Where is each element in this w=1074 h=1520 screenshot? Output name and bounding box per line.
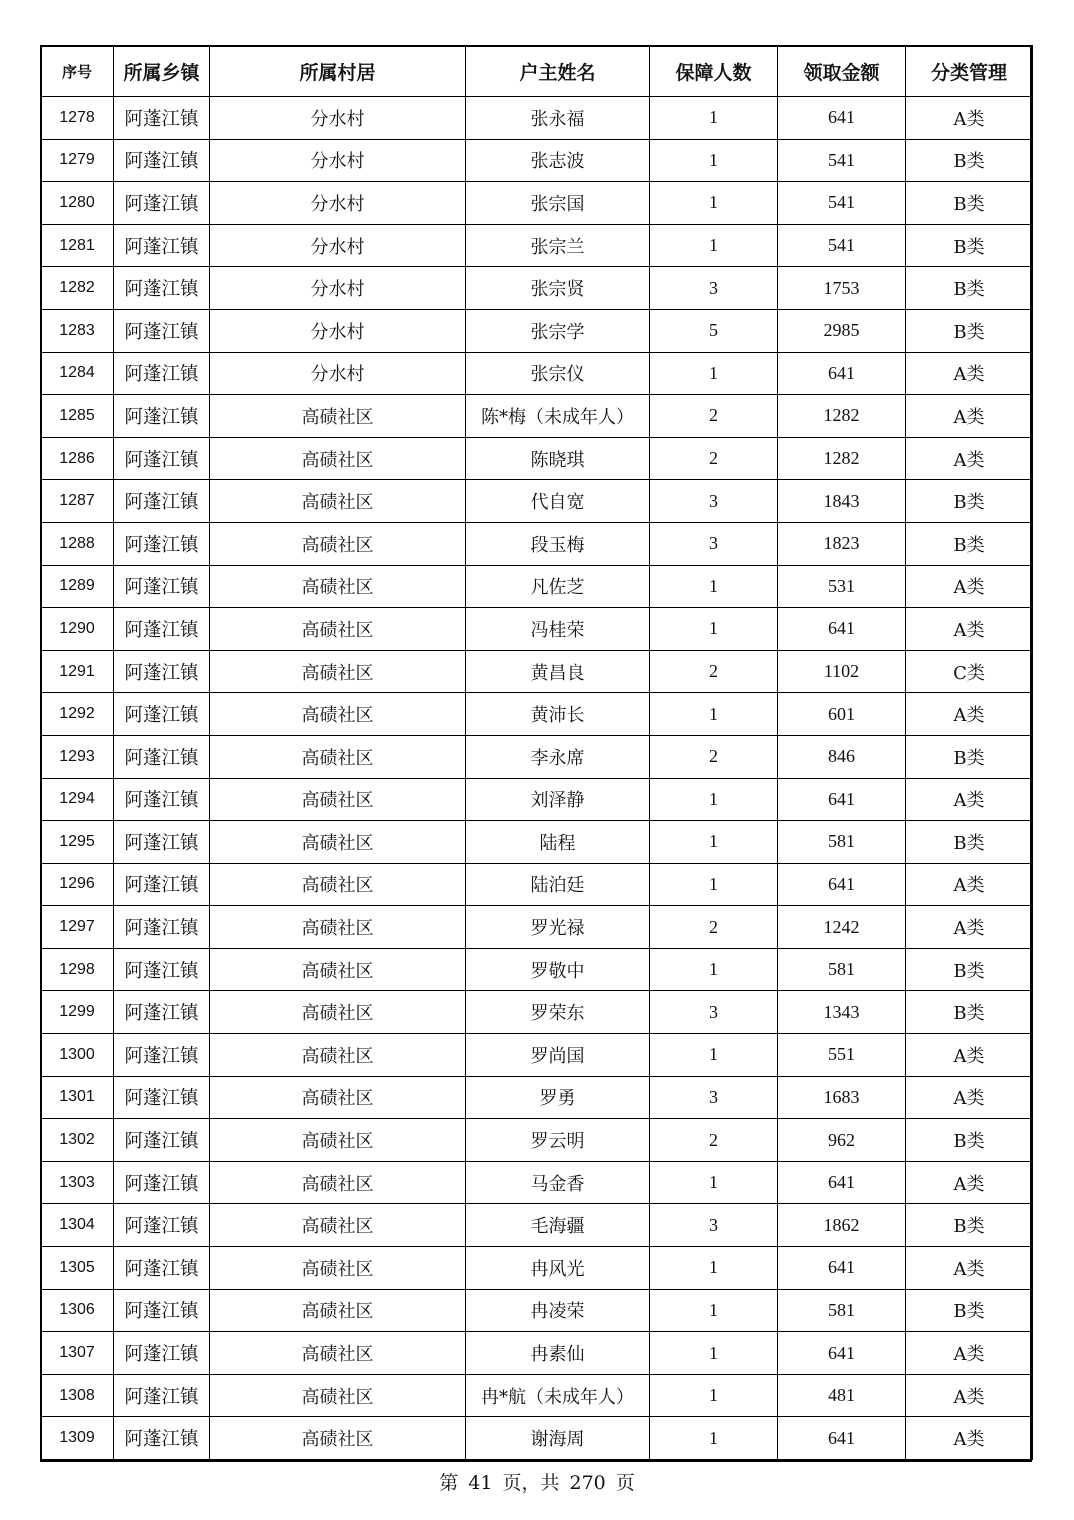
cell-amount: 1753 (778, 267, 906, 310)
cell-serial-number: 1279 (41, 139, 114, 182)
cell-amount: 641 (778, 863, 906, 906)
cell-township: 阿蓬江镇 (114, 1332, 210, 1375)
table-row (41, 1289, 1033, 1332)
cell-township: 阿蓬江镇 (114, 1289, 210, 1332)
cell-serial-number: 1302 (41, 1119, 114, 1162)
cell-category: B类 (906, 139, 1033, 182)
cell-village: 高碛社区 (210, 1374, 466, 1417)
cell-covered-persons: 1 (650, 1417, 778, 1460)
cell-township: 阿蓬江镇 (114, 1161, 210, 1204)
cell-township: 阿蓬江镇 (114, 608, 210, 651)
cell-amount: 541 (778, 139, 906, 182)
cell-serial-number: 1301 (41, 1076, 114, 1119)
cell-village: 高碛社区 (210, 565, 466, 608)
cell-category: A类 (906, 1417, 1033, 1460)
cell-village: 分水村 (210, 139, 466, 182)
header-serial-number: 序号 (41, 46, 114, 97)
cell-covered-persons: 1 (650, 693, 778, 736)
cell-village: 高碛社区 (210, 778, 466, 821)
header-covered-persons: 保障人数 (650, 46, 778, 97)
cell-serial-number: 1292 (41, 693, 114, 736)
cell-village: 高碛社区 (210, 693, 466, 736)
cell-covered-persons: 3 (650, 522, 778, 565)
cell-village: 高碛社区 (210, 948, 466, 991)
cell-amount: 1282 (778, 395, 906, 438)
cell-township: 阿蓬江镇 (114, 778, 210, 821)
table-row (41, 1417, 1033, 1460)
cell-serial-number: 1309 (41, 1417, 114, 1460)
cell-township: 阿蓬江镇 (114, 139, 210, 182)
cell-amount: 641 (778, 778, 906, 821)
cell-amount: 641 (778, 1332, 906, 1375)
cell-village: 高碛社区 (210, 1034, 466, 1077)
cell-covered-persons: 2 (650, 437, 778, 480)
cell-householder-name: 罗尚国 (466, 1034, 650, 1077)
cell-village: 高碛社区 (210, 991, 466, 1034)
cell-householder-name: 陈*梅（未成年人） (466, 395, 650, 438)
cell-category: A类 (906, 565, 1033, 608)
cell-amount: 641 (778, 1247, 906, 1290)
cell-householder-name: 罗光禄 (466, 906, 650, 949)
cell-township: 阿蓬江镇 (114, 480, 210, 523)
cell-householder-name: 冉*航（未成年人） (466, 1374, 650, 1417)
cell-township: 阿蓬江镇 (114, 863, 210, 906)
cell-village: 高碛社区 (210, 1247, 466, 1290)
cell-amount: 1843 (778, 480, 906, 523)
cell-amount: 2985 (778, 309, 906, 352)
cell-householder-name: 张宗贤 (466, 267, 650, 310)
table-row (41, 437, 1033, 480)
table-row (41, 1204, 1033, 1247)
assistance-table (40, 45, 1033, 1460)
cell-serial-number: 1307 (41, 1332, 114, 1375)
cell-serial-number: 1288 (41, 522, 114, 565)
cell-amount: 641 (778, 1161, 906, 1204)
cell-covered-persons: 1 (650, 948, 778, 991)
header-village: 所属村居 (210, 46, 466, 97)
table-row (41, 139, 1033, 182)
cell-covered-persons: 5 (650, 309, 778, 352)
cell-householder-name: 黄昌良 (466, 650, 650, 693)
cell-covered-persons: 2 (650, 650, 778, 693)
cell-amount: 641 (778, 1417, 906, 1460)
cell-township: 阿蓬江镇 (114, 906, 210, 949)
cell-village: 高碛社区 (210, 522, 466, 565)
cell-category: B类 (906, 1289, 1033, 1332)
cell-covered-persons: 1 (650, 565, 778, 608)
cell-serial-number: 1308 (41, 1374, 114, 1417)
cell-covered-persons: 3 (650, 1204, 778, 1247)
table-row (41, 182, 1033, 225)
cell-village: 高碛社区 (210, 1204, 466, 1247)
cell-householder-name: 陈晓琪 (466, 437, 650, 480)
cell-category: B类 (906, 224, 1033, 267)
cell-village: 高碛社区 (210, 1161, 466, 1204)
cell-covered-persons: 1 (650, 224, 778, 267)
cell-category: B类 (906, 522, 1033, 565)
cell-covered-persons: 1 (650, 182, 778, 225)
cell-householder-name: 张宗仪 (466, 352, 650, 395)
cell-serial-number: 1306 (41, 1289, 114, 1332)
cell-serial-number: 1305 (41, 1247, 114, 1290)
table-row (41, 693, 1033, 736)
table-row (41, 97, 1033, 140)
cell-category: B类 (906, 991, 1033, 1034)
table-row (41, 267, 1033, 310)
cell-amount: 581 (778, 948, 906, 991)
cell-amount: 846 (778, 735, 906, 778)
cell-category: A类 (906, 1034, 1033, 1077)
cell-village: 分水村 (210, 352, 466, 395)
table-row (41, 863, 1033, 906)
cell-category: B类 (906, 309, 1033, 352)
cell-householder-name: 冯桂荣 (466, 608, 650, 651)
cell-amount: 1862 (778, 1204, 906, 1247)
cell-amount: 1343 (778, 991, 906, 1034)
cell-covered-persons: 1 (650, 97, 778, 140)
table-body (41, 97, 1033, 1460)
cell-township: 阿蓬江镇 (114, 991, 210, 1034)
cell-householder-name: 张志波 (466, 139, 650, 182)
table-row (41, 522, 1033, 565)
cell-serial-number: 1286 (41, 437, 114, 480)
table-row (41, 480, 1033, 523)
cell-township: 阿蓬江镇 (114, 650, 210, 693)
cell-amount: 1242 (778, 906, 906, 949)
cell-serial-number: 1299 (41, 991, 114, 1034)
cell-covered-persons: 2 (650, 906, 778, 949)
cell-amount: 481 (778, 1374, 906, 1417)
cell-householder-name: 陆程 (466, 821, 650, 864)
cell-covered-persons: 1 (650, 608, 778, 651)
page-footer: 第 41 页，共 270 页 (439, 1472, 635, 1494)
cell-township: 阿蓬江镇 (114, 437, 210, 480)
cell-serial-number: 1294 (41, 778, 114, 821)
table-row (41, 821, 1033, 864)
cell-township: 阿蓬江镇 (114, 1076, 210, 1119)
cell-category: B类 (906, 1204, 1033, 1247)
cell-covered-persons: 3 (650, 1076, 778, 1119)
cell-covered-persons: 1 (650, 139, 778, 182)
table-row (41, 352, 1033, 395)
cell-village: 分水村 (210, 309, 466, 352)
cell-covered-persons: 2 (650, 1119, 778, 1162)
cell-serial-number: 1284 (41, 352, 114, 395)
cell-householder-name: 冉素仙 (466, 1332, 650, 1375)
cell-category: A类 (906, 863, 1033, 906)
cell-village: 高碛社区 (210, 1119, 466, 1162)
cell-amount: 541 (778, 182, 906, 225)
cell-householder-name: 毛海疆 (466, 1204, 650, 1247)
cell-category: A类 (906, 352, 1033, 395)
table-row (41, 1119, 1033, 1162)
cell-category: A类 (906, 693, 1033, 736)
cell-householder-name: 刘泽静 (466, 778, 650, 821)
cell-category: B类 (906, 1119, 1033, 1162)
cell-township: 阿蓬江镇 (114, 309, 210, 352)
cell-amount: 641 (778, 352, 906, 395)
cell-township: 阿蓬江镇 (114, 1374, 210, 1417)
cell-serial-number: 1297 (41, 906, 114, 949)
table-row (41, 395, 1033, 438)
cell-village: 高碛社区 (210, 650, 466, 693)
cell-covered-persons: 1 (650, 821, 778, 864)
cell-village: 高碛社区 (210, 821, 466, 864)
cell-amount: 1102 (778, 650, 906, 693)
cell-householder-name: 张宗学 (466, 309, 650, 352)
cell-householder-name: 凡佐芝 (466, 565, 650, 608)
table-row (41, 650, 1033, 693)
cell-serial-number: 1283 (41, 309, 114, 352)
cell-category: A类 (906, 1332, 1033, 1375)
cell-township: 阿蓬江镇 (114, 182, 210, 225)
cell-householder-name: 张宗国 (466, 182, 650, 225)
cell-serial-number: 1287 (41, 480, 114, 523)
cell-serial-number: 1304 (41, 1204, 114, 1247)
cell-township: 阿蓬江镇 (114, 821, 210, 864)
cell-township: 阿蓬江镇 (114, 224, 210, 267)
cell-householder-name: 罗荣东 (466, 991, 650, 1034)
table-row (41, 565, 1033, 608)
header-amount: 领取金额 (778, 46, 906, 97)
cell-covered-persons: 1 (650, 1247, 778, 1290)
cell-amount: 1683 (778, 1076, 906, 1119)
cell-covered-persons: 1 (650, 1332, 778, 1375)
cell-covered-persons: 1 (650, 863, 778, 906)
cell-householder-name: 冉凌荣 (466, 1289, 650, 1332)
cell-village: 高碛社区 (210, 1332, 466, 1375)
cell-village: 分水村 (210, 267, 466, 310)
cell-township: 阿蓬江镇 (114, 267, 210, 310)
cell-category: A类 (906, 906, 1033, 949)
cell-serial-number: 1300 (41, 1034, 114, 1077)
cell-township: 阿蓬江镇 (114, 565, 210, 608)
cell-serial-number: 1289 (41, 565, 114, 608)
cell-category: A类 (906, 778, 1033, 821)
cell-householder-name: 段玉梅 (466, 522, 650, 565)
cell-householder-name: 谢海周 (466, 1417, 650, 1460)
cell-category: B类 (906, 182, 1033, 225)
cell-serial-number: 1295 (41, 821, 114, 864)
cell-category: B类 (906, 735, 1033, 778)
cell-village: 高碛社区 (210, 437, 466, 480)
cell-village: 高碛社区 (210, 395, 466, 438)
cell-covered-persons: 2 (650, 735, 778, 778)
cell-amount: 551 (778, 1034, 906, 1077)
cell-householder-name: 陆泊廷 (466, 863, 650, 906)
cell-covered-persons: 3 (650, 991, 778, 1034)
cell-amount: 581 (778, 821, 906, 864)
cell-village: 高碛社区 (210, 863, 466, 906)
cell-category: B类 (906, 267, 1033, 310)
cell-covered-persons: 3 (650, 480, 778, 523)
cell-householder-name: 罗云明 (466, 1119, 650, 1162)
cell-householder-name: 冉风光 (466, 1247, 650, 1290)
cell-village: 高碛社区 (210, 1289, 466, 1332)
table-row (41, 309, 1033, 352)
cell-covered-persons: 2 (650, 395, 778, 438)
table-row (41, 1161, 1033, 1204)
header-householder-name: 户主姓名 (466, 46, 650, 97)
cell-amount: 541 (778, 224, 906, 267)
cell-township: 阿蓬江镇 (114, 1247, 210, 1290)
cell-amount: 641 (778, 608, 906, 651)
cell-serial-number: 1281 (41, 224, 114, 267)
cell-township: 阿蓬江镇 (114, 735, 210, 778)
cell-township: 阿蓬江镇 (114, 395, 210, 438)
cell-serial-number: 1298 (41, 948, 114, 991)
cell-householder-name: 张永福 (466, 97, 650, 140)
table-row (41, 1374, 1033, 1417)
cell-householder-name: 张宗兰 (466, 224, 650, 267)
cell-village: 高碛社区 (210, 480, 466, 523)
cell-township: 阿蓬江镇 (114, 1034, 210, 1077)
table-row (41, 948, 1033, 991)
cell-amount: 601 (778, 693, 906, 736)
cell-category: A类 (906, 1374, 1033, 1417)
table-row (41, 1332, 1033, 1375)
cell-householder-name: 罗勇 (466, 1076, 650, 1119)
cell-village: 高碛社区 (210, 906, 466, 949)
cell-covered-persons: 1 (650, 778, 778, 821)
cell-category: A类 (906, 608, 1033, 651)
cell-category: A类 (906, 97, 1033, 140)
cell-township: 阿蓬江镇 (114, 1204, 210, 1247)
cell-serial-number: 1293 (41, 735, 114, 778)
cell-amount: 1823 (778, 522, 906, 565)
cell-amount: 641 (778, 97, 906, 140)
cell-village: 分水村 (210, 182, 466, 225)
cell-category: A类 (906, 1247, 1033, 1290)
header-category: 分类管理 (906, 46, 1033, 97)
cell-village: 高碛社区 (210, 1417, 466, 1460)
cell-township: 阿蓬江镇 (114, 522, 210, 565)
cell-village: 高碛社区 (210, 608, 466, 651)
cell-village: 高碛社区 (210, 735, 466, 778)
cell-township: 阿蓬江镇 (114, 1417, 210, 1460)
header-row (41, 46, 1033, 97)
cell-serial-number: 1278 (41, 97, 114, 140)
cell-category: C类 (906, 650, 1033, 693)
cell-serial-number: 1280 (41, 182, 114, 225)
cell-householder-name: 李永席 (466, 735, 650, 778)
cell-amount: 962 (778, 1119, 906, 1162)
cell-township: 阿蓬江镇 (114, 97, 210, 140)
cell-village: 高碛社区 (210, 1076, 466, 1119)
cell-covered-persons: 1 (650, 1289, 778, 1332)
cell-covered-persons: 1 (650, 1034, 778, 1077)
table-row (41, 778, 1033, 821)
cell-householder-name: 马金香 (466, 1161, 650, 1204)
table-row (41, 224, 1033, 267)
cell-category: B类 (906, 948, 1033, 991)
cell-householder-name: 代自宽 (466, 480, 650, 523)
cell-township: 阿蓬江镇 (114, 693, 210, 736)
cell-township: 阿蓬江镇 (114, 948, 210, 991)
cell-township: 阿蓬江镇 (114, 352, 210, 395)
table-row (41, 1247, 1033, 1290)
table-row (41, 1034, 1033, 1077)
table-row (41, 1076, 1033, 1119)
cell-serial-number: 1290 (41, 608, 114, 651)
cell-township: 阿蓬江镇 (114, 1119, 210, 1162)
cell-serial-number: 1282 (41, 267, 114, 310)
cell-covered-persons: 1 (650, 1374, 778, 1417)
cell-category: B类 (906, 480, 1033, 523)
table-row (41, 906, 1033, 949)
cell-householder-name: 罗敬中 (466, 948, 650, 991)
cell-serial-number: 1291 (41, 650, 114, 693)
cell-covered-persons: 1 (650, 1161, 778, 1204)
cell-amount: 531 (778, 565, 906, 608)
cell-serial-number: 1285 (41, 395, 114, 438)
table-row (41, 735, 1033, 778)
table-row (41, 608, 1033, 651)
cell-category: A类 (906, 1076, 1033, 1119)
cell-serial-number: 1303 (41, 1161, 114, 1204)
cell-amount: 1282 (778, 437, 906, 480)
cell-amount: 581 (778, 1289, 906, 1332)
cell-village: 分水村 (210, 97, 466, 140)
cell-category: A类 (906, 437, 1033, 480)
cell-village: 分水村 (210, 224, 466, 267)
table-row (41, 991, 1033, 1034)
header-township: 所属乡镇 (114, 46, 210, 97)
cell-householder-name: 黄沛长 (466, 693, 650, 736)
cell-serial-number: 1296 (41, 863, 114, 906)
cell-category: A类 (906, 1161, 1033, 1204)
cell-category: A类 (906, 395, 1033, 438)
cell-covered-persons: 3 (650, 267, 778, 310)
cell-covered-persons: 1 (650, 352, 778, 395)
cell-category: B类 (906, 821, 1033, 864)
